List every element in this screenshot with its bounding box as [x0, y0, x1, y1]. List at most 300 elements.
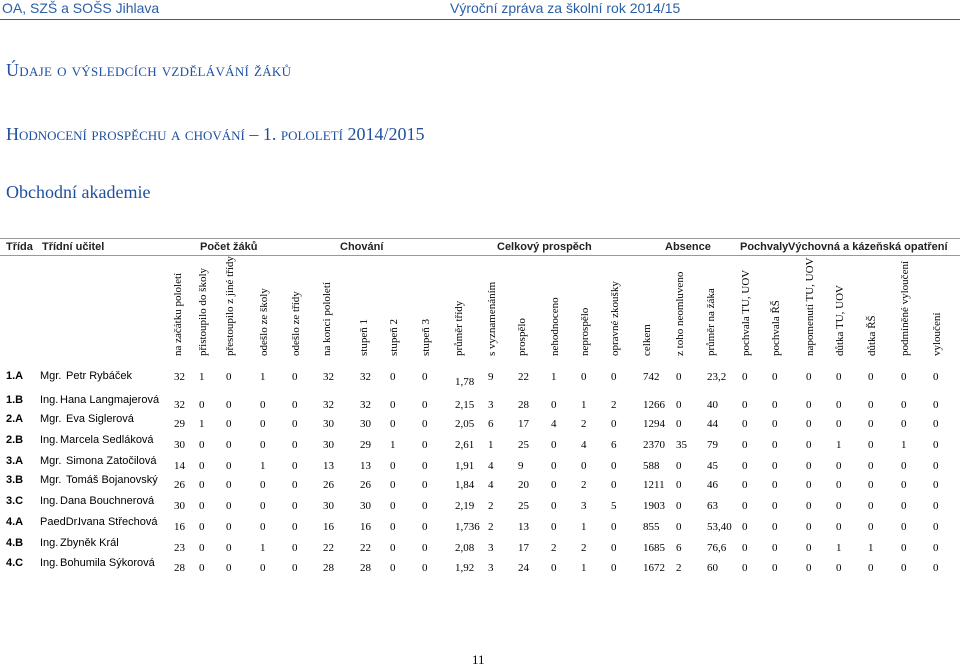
- cell-value: 26: [360, 479, 371, 491]
- cell-value: 2: [488, 521, 494, 533]
- cell-value: 0: [868, 371, 874, 383]
- cell-value: 32: [174, 399, 185, 411]
- cell-value: 0: [422, 500, 428, 512]
- cell-value: 0: [292, 521, 298, 533]
- column-header: průměr třídy: [453, 300, 465, 356]
- class-code: 3.B: [6, 474, 24, 486]
- cell-value: 0: [933, 439, 939, 451]
- header-report-title: Výroční zpráva za školní rok 2014/15: [450, 0, 681, 16]
- cell-value: 0: [676, 399, 682, 411]
- cell-value: 855: [643, 521, 660, 533]
- group-header: Počet žáků: [200, 241, 258, 253]
- cell-value: 9: [518, 460, 524, 472]
- cell-value: 2370: [643, 439, 665, 451]
- cell-value: 30: [323, 500, 334, 512]
- cell-value: 16: [323, 521, 334, 533]
- cell-value: 0: [933, 418, 939, 430]
- cell-value: 17: [518, 418, 529, 430]
- class-code: 3.C: [6, 495, 24, 507]
- cell-value: 0: [226, 371, 232, 383]
- cell-value: 0: [836, 460, 842, 472]
- cell-value: 0: [292, 399, 298, 411]
- class-code: 1.B: [6, 394, 24, 406]
- cell-value: 60: [707, 562, 718, 574]
- cell-value: 0: [199, 479, 205, 491]
- table-top-rule: [0, 238, 960, 239]
- cell-value: 23,2: [707, 371, 727, 383]
- cell-value: 0: [901, 542, 907, 554]
- cell-value: 0: [772, 542, 778, 554]
- cell-value: 2: [488, 500, 494, 512]
- cell-value: 0: [868, 479, 874, 491]
- teacher-name: Zbyněk Král: [60, 537, 119, 549]
- cell-value: 0: [260, 500, 266, 512]
- cell-value: 0: [742, 542, 748, 554]
- cell-value: 0: [260, 521, 266, 533]
- class-code: 4.A: [6, 516, 24, 528]
- cell-value: 0: [422, 371, 428, 383]
- cell-value: 0: [390, 418, 396, 430]
- cell-value: 32: [323, 371, 334, 383]
- cell-value: 0: [868, 418, 874, 430]
- cell-value: 6: [676, 542, 682, 554]
- cell-value: 0: [742, 439, 748, 451]
- cell-value: 3: [488, 562, 494, 574]
- cell-value: 0: [836, 500, 842, 512]
- column-header: prospělo: [516, 318, 528, 356]
- cell-value: 2: [581, 479, 587, 491]
- cell-value: 0: [390, 500, 396, 512]
- cell-value: 0: [422, 460, 428, 472]
- column-header: vyloučení: [931, 312, 943, 356]
- teacher-title: Ing.: [40, 394, 59, 406]
- cell-value: 79: [707, 439, 718, 451]
- cell-value: 4: [551, 418, 557, 430]
- cell-value: 53,40: [707, 521, 732, 533]
- cell-value: 3: [488, 399, 494, 411]
- cell-value: 13: [518, 521, 529, 533]
- cell-value: 0: [390, 542, 396, 554]
- group-header: Absence: [665, 241, 711, 253]
- cell-value: 32: [360, 371, 371, 383]
- cell-value: 0: [422, 399, 428, 411]
- cell-value: 1: [199, 418, 205, 430]
- column-header: přistoupilo do školy: [197, 267, 209, 356]
- cell-value: 0: [868, 562, 874, 574]
- page-header: [0, 0, 960, 19]
- cell-value: 40: [707, 399, 718, 411]
- column-header: důtka ŘŠ: [866, 315, 878, 356]
- cell-value: 0: [676, 460, 682, 472]
- cell-value: 0: [742, 371, 748, 383]
- cell-value: 1: [260, 460, 266, 472]
- cell-value: 28: [323, 562, 334, 574]
- column-header: stupeň 3: [420, 319, 432, 356]
- cell-value: 0: [199, 521, 205, 533]
- cell-value: 0: [901, 460, 907, 472]
- cell-value: 1266: [643, 399, 665, 411]
- cell-value: 0: [199, 500, 205, 512]
- column-header: odešlo ze školy: [258, 288, 270, 356]
- cell-value: 0: [551, 500, 557, 512]
- teacher-title: Ing.: [40, 557, 59, 569]
- cell-value: 0: [611, 371, 617, 383]
- column-header: s vyznamenáním: [486, 281, 498, 356]
- column-header: nehodnoceno: [549, 297, 561, 356]
- cell-value: 0: [742, 460, 748, 472]
- class-code: 4.B: [6, 537, 24, 549]
- cell-value: 22: [323, 542, 334, 554]
- cell-value: 0: [868, 439, 874, 451]
- cell-value: 1: [581, 521, 587, 533]
- cell-value: 1,78: [455, 376, 475, 388]
- cell-value: 742: [643, 371, 660, 383]
- cell-value: 0: [422, 439, 428, 451]
- cell-value: 30: [323, 439, 334, 451]
- cell-value: 0: [611, 562, 617, 574]
- page-number: 11: [472, 652, 485, 667]
- cell-value: 2,15: [455, 399, 475, 411]
- cell-value: 0: [868, 399, 874, 411]
- group-header-rule: [0, 255, 960, 256]
- cell-value: 0: [292, 500, 298, 512]
- cell-value: 0: [772, 521, 778, 533]
- cell-value: 29: [360, 439, 371, 451]
- cell-value: 588: [643, 460, 660, 472]
- cell-value: 26: [323, 479, 334, 491]
- cell-value: 0: [868, 500, 874, 512]
- cell-value: 1,736: [455, 521, 480, 533]
- cell-value: 6: [611, 439, 617, 451]
- cell-value: 1: [581, 399, 587, 411]
- cell-value: 4: [488, 479, 494, 491]
- column-header: na začátku pololetí: [172, 272, 184, 356]
- cell-value: 0: [390, 479, 396, 491]
- group-header: Třídní učitel: [42, 241, 105, 253]
- cell-value: 1: [581, 562, 587, 574]
- cell-value: 16: [360, 521, 371, 533]
- cell-value: 1: [260, 371, 266, 383]
- cell-value: 0: [836, 371, 842, 383]
- cell-value: 0: [292, 479, 298, 491]
- cell-value: 0: [199, 542, 205, 554]
- teacher-name: Dana Bouchnerová: [60, 495, 155, 507]
- header-rule: [0, 19, 960, 20]
- class-code: 4.C: [6, 557, 24, 569]
- cell-value: 1211: [643, 479, 665, 491]
- cell-value: 76,6: [707, 542, 727, 554]
- cell-value: 1: [836, 439, 842, 451]
- cell-value: 0: [199, 439, 205, 451]
- cell-value: 0: [806, 418, 812, 430]
- cell-value: 1: [836, 542, 842, 554]
- column-header: opravné zkoušky: [609, 281, 621, 356]
- page-subtitle: Hodnocení prospěchu a chování – 1. pololetí 2014/2015: [6, 124, 425, 144]
- cell-value: 0: [422, 542, 428, 554]
- cell-value: 0: [772, 418, 778, 430]
- cell-value: 32: [360, 399, 371, 411]
- cell-value: 0: [199, 460, 205, 472]
- cell-value: 20: [518, 479, 529, 491]
- cell-value: 23: [174, 542, 185, 554]
- column-header: celkem: [641, 324, 653, 356]
- cell-value: 0: [226, 479, 232, 491]
- cell-value: 0: [226, 439, 232, 451]
- group-header: Celkový prospěch: [497, 241, 592, 253]
- cell-value: 0: [901, 399, 907, 411]
- cell-value: 0: [676, 521, 682, 533]
- cell-value: 3: [581, 500, 587, 512]
- cell-value: 0: [933, 542, 939, 554]
- cell-value: 0: [933, 479, 939, 491]
- cell-value: 1: [260, 542, 266, 554]
- cell-value: 0: [772, 439, 778, 451]
- cell-value: 1: [390, 439, 396, 451]
- column-header: důtka TU, UOV: [834, 285, 846, 356]
- teacher-name: Simona Zatočilová: [66, 455, 157, 467]
- cell-value: 0: [226, 418, 232, 430]
- teacher-title: Mgr.: [40, 474, 62, 486]
- cell-value: 22: [360, 542, 371, 554]
- cell-value: 0: [390, 371, 396, 383]
- column-header: neprospělo: [579, 307, 591, 356]
- cell-value: 1: [551, 371, 557, 383]
- cell-value: 0: [551, 479, 557, 491]
- cell-value: 0: [806, 500, 812, 512]
- cell-value: 0: [611, 542, 617, 554]
- cell-value: 25: [518, 500, 529, 512]
- cell-value: 4: [581, 439, 587, 451]
- cell-value: 5: [611, 500, 617, 512]
- cell-value: 0: [292, 439, 298, 451]
- cell-value: 3: [488, 542, 494, 554]
- teacher-title: Mgr.: [40, 370, 62, 382]
- column-header: pochvala TU, UOV: [740, 269, 752, 356]
- teacher-name: Ivana Střechová: [78, 516, 158, 528]
- cell-value: 2,05: [455, 418, 475, 430]
- cell-value: 30: [323, 418, 334, 430]
- section-title: Obchodní akademie: [6, 182, 151, 202]
- cell-value: 0: [226, 460, 232, 472]
- column-header: na konci pololetí: [321, 282, 333, 356]
- cell-value: 0: [901, 418, 907, 430]
- cell-value: 0: [742, 418, 748, 430]
- class-code: 2.B: [6, 434, 24, 446]
- cell-value: 0: [901, 562, 907, 574]
- cell-value: 0: [806, 460, 812, 472]
- cell-value: 13: [360, 460, 371, 472]
- group-header: Třída: [6, 241, 33, 253]
- cell-value: 2: [581, 542, 587, 554]
- cell-value: 0: [676, 418, 682, 430]
- cell-value: 30: [174, 439, 185, 451]
- class-code: 2.A: [6, 413, 24, 425]
- cell-value: 0: [422, 521, 428, 533]
- cell-value: 0: [901, 521, 907, 533]
- cell-value: 0: [806, 439, 812, 451]
- cell-value: 0: [676, 371, 682, 383]
- teacher-title: Ing.: [40, 495, 59, 507]
- cell-value: 32: [174, 371, 185, 383]
- column-header: podmíněné vyloučení: [899, 260, 911, 356]
- page-title: Údaje o výsledcích vzdělávání žáků: [6, 60, 292, 80]
- cell-value: 24: [518, 562, 529, 574]
- column-header: z toho neomluveno: [674, 271, 686, 356]
- group-header: Chování: [340, 241, 384, 253]
- cell-value: 0: [901, 500, 907, 512]
- cell-value: 16: [174, 521, 185, 533]
- teacher-name: Petr Rybáček: [66, 370, 133, 382]
- cell-value: 0: [933, 562, 939, 574]
- teacher-name: Marcela Sedláková: [60, 434, 154, 446]
- teacher-name: Hana Langmajerová: [60, 394, 160, 406]
- cell-value: 14: [174, 460, 185, 472]
- cell-value: 0: [772, 500, 778, 512]
- column-header: odešlo ze třídy: [290, 291, 302, 356]
- cell-value: 1: [199, 371, 205, 383]
- cell-value: 0: [772, 399, 778, 411]
- teacher-title: PaedDr.: [40, 516, 80, 528]
- cell-value: 0: [422, 479, 428, 491]
- cell-value: 0: [806, 542, 812, 554]
- cell-value: 0: [260, 562, 266, 574]
- cell-value: 29: [174, 418, 185, 430]
- cell-value: 0: [422, 562, 428, 574]
- cell-value: 0: [836, 399, 842, 411]
- cell-value: 28: [518, 399, 529, 411]
- cell-value: 0: [611, 460, 617, 472]
- column-header: stupeň 2: [388, 319, 400, 356]
- cell-value: 0: [806, 562, 812, 574]
- cell-value: 35: [676, 439, 687, 451]
- cell-value: 2,61: [455, 439, 475, 451]
- cell-value: 0: [260, 418, 266, 430]
- cell-value: 2: [581, 418, 587, 430]
- cell-value: 1,91: [455, 460, 475, 472]
- cell-value: 0: [933, 371, 939, 383]
- cell-value: 44: [707, 418, 718, 430]
- cell-value: 0: [551, 399, 557, 411]
- cell-value: 0: [390, 521, 396, 533]
- cell-value: 2,19: [455, 500, 475, 512]
- cell-value: 0: [260, 399, 266, 411]
- cell-value: 0: [742, 479, 748, 491]
- cell-value: 0: [933, 521, 939, 533]
- cell-value: 2: [676, 562, 682, 574]
- cell-value: 0: [422, 418, 428, 430]
- cell-value: 0: [292, 371, 298, 383]
- teacher-title: Mgr.: [40, 413, 62, 425]
- header-school: OA, SZŠ a SOŠS Jihlava: [2, 0, 160, 16]
- teacher-title: Ing.: [40, 434, 59, 446]
- cell-value: 0: [836, 418, 842, 430]
- cell-value: 1685: [643, 542, 665, 554]
- cell-value: 0: [742, 521, 748, 533]
- cell-value: 0: [772, 460, 778, 472]
- column-header: přestoupilo z jiné třídy: [224, 256, 236, 356]
- cell-value: 45: [707, 460, 718, 472]
- cell-value: 0: [551, 460, 557, 472]
- cell-value: 0: [390, 460, 396, 472]
- column-header: pochvala ŘŠ: [770, 300, 782, 356]
- cell-value: 0: [581, 371, 587, 383]
- teacher-title: Mgr.: [40, 455, 62, 467]
- cell-value: 0: [806, 479, 812, 491]
- cell-value: 0: [836, 479, 842, 491]
- cell-value: 0: [772, 371, 778, 383]
- cell-value: 2: [551, 542, 557, 554]
- cell-value: 0: [868, 521, 874, 533]
- teacher-name: Eva Siglerová: [66, 413, 134, 425]
- cell-value: 0: [292, 542, 298, 554]
- group-header: Pochvaly: [740, 241, 789, 253]
- group-header: Výchovná a kázeňská opatření: [788, 241, 948, 253]
- cell-value: 0: [933, 399, 939, 411]
- cell-value: 9: [488, 371, 494, 383]
- cell-value: 0: [551, 439, 557, 451]
- cell-value: 0: [260, 479, 266, 491]
- cell-value: 0: [611, 521, 617, 533]
- cell-value: 2: [611, 399, 617, 411]
- cell-value: 0: [742, 399, 748, 411]
- cell-value: 0: [772, 479, 778, 491]
- cell-value: 32: [323, 399, 334, 411]
- cell-value: 0: [199, 399, 205, 411]
- column-header: stupeň 1: [358, 319, 370, 356]
- cell-value: 1,92: [455, 562, 475, 574]
- cell-value: 0: [836, 521, 842, 533]
- cell-value: 0: [226, 399, 232, 411]
- column-header: napomenutí TU, UOV: [804, 257, 816, 356]
- class-code: 3.A: [6, 455, 24, 467]
- cell-value: 13: [323, 460, 334, 472]
- cell-value: 63: [707, 500, 718, 512]
- cell-value: 26: [174, 479, 185, 491]
- cell-value: 30: [174, 500, 185, 512]
- cell-value: 0: [933, 460, 939, 472]
- cell-value: 28: [360, 562, 371, 574]
- cell-value: 1,84: [455, 479, 475, 491]
- cell-value: 0: [226, 562, 232, 574]
- cell-value: 0: [742, 562, 748, 574]
- cell-value: 0: [611, 418, 617, 430]
- cell-value: 0: [199, 562, 205, 574]
- cell-value: 28: [174, 562, 185, 574]
- cell-value: 2,08: [455, 542, 475, 554]
- cell-value: 0: [611, 479, 617, 491]
- cell-value: 0: [806, 399, 812, 411]
- class-code: 1.A: [6, 370, 24, 382]
- cell-value: 0: [260, 439, 266, 451]
- cell-value: 0: [292, 460, 298, 472]
- cell-value: 17: [518, 542, 529, 554]
- cell-value: 0: [226, 542, 232, 554]
- cell-value: 0: [226, 521, 232, 533]
- cell-value: 6: [488, 418, 494, 430]
- cell-value: 0: [676, 500, 682, 512]
- cell-value: 1: [488, 439, 494, 451]
- cell-value: 22: [518, 371, 529, 383]
- cell-value: 0: [551, 521, 557, 533]
- cell-value: 0: [806, 371, 812, 383]
- cell-value: 0: [551, 562, 557, 574]
- cell-value: 0: [901, 371, 907, 383]
- cell-value: 1672: [643, 562, 665, 574]
- cell-value: 30: [360, 418, 371, 430]
- cell-value: 46: [707, 479, 718, 491]
- cell-value: 0: [806, 521, 812, 533]
- cell-value: 0: [390, 399, 396, 411]
